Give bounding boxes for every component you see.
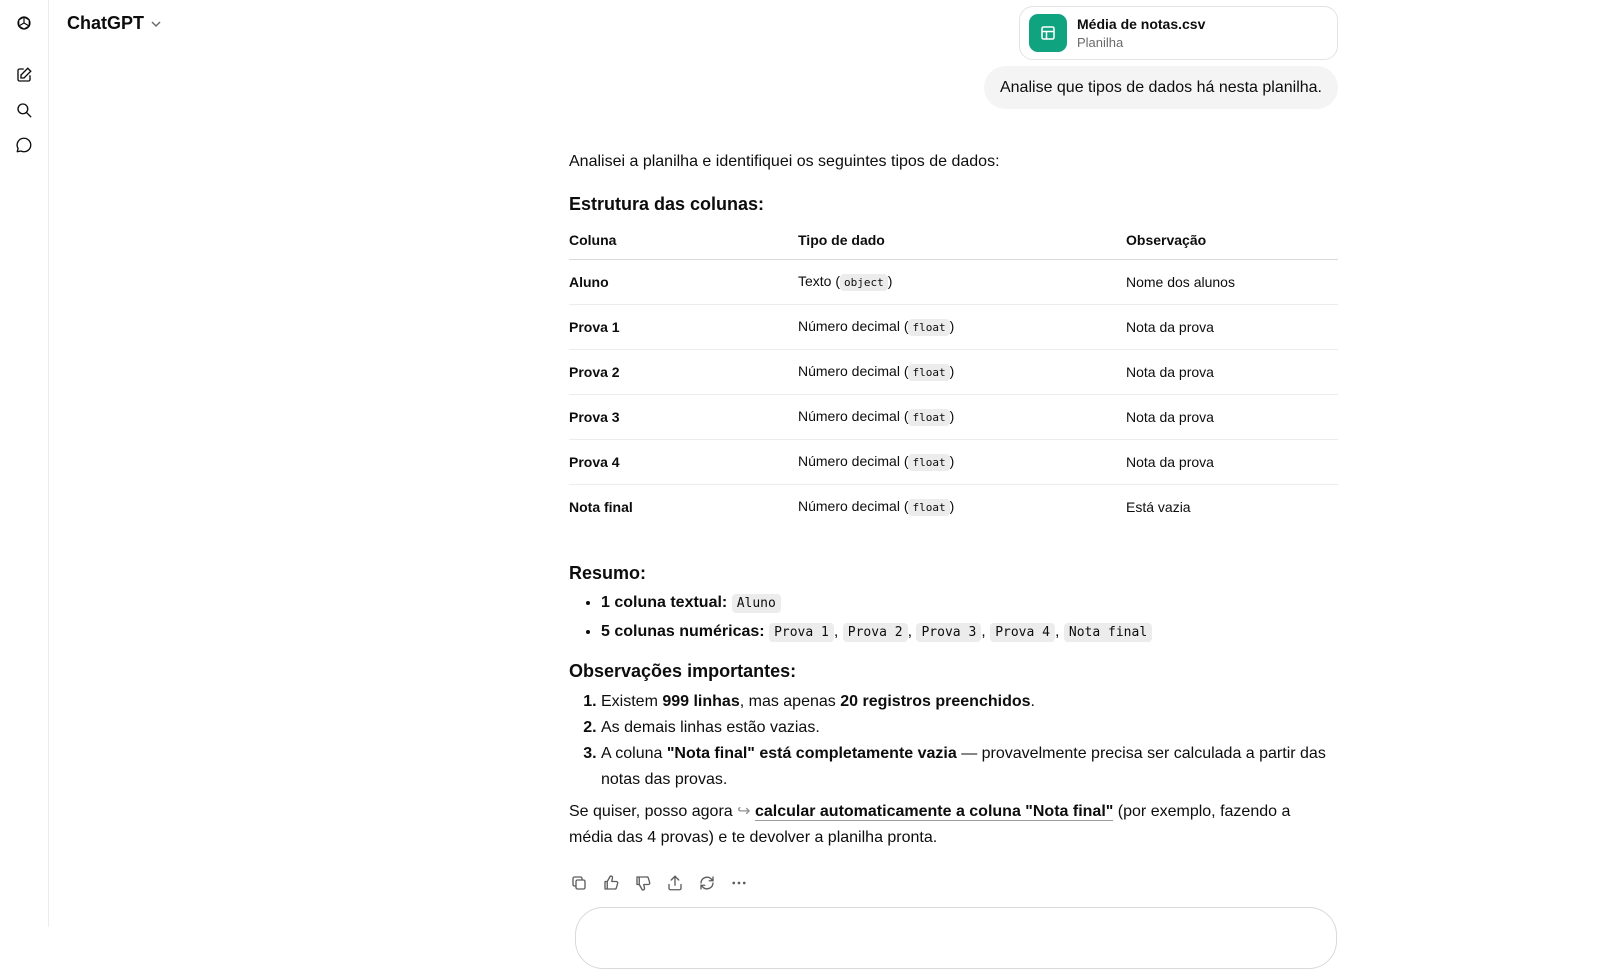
- type-text: Número decimal (: [798, 498, 909, 514]
- notes-list: [569, 689, 1338, 793]
- list-item: [601, 620, 1338, 645]
- type-cell: [798, 485, 1126, 530]
- inline-code: Prova 1: [769, 623, 834, 642]
- attachment-type: Planilha: [1077, 35, 1124, 50]
- list-separator: ,: [833, 623, 839, 640]
- table-header: Tipo de dado: [798, 228, 1126, 260]
- note-emphasis: 20 registros preenchidos: [840, 693, 1031, 710]
- share-icon[interactable]: [665, 873, 685, 893]
- type-text: Número decimal (: [798, 318, 909, 334]
- summary-heading: Resumo:: [569, 563, 647, 583]
- chevron-down-icon: [150, 18, 162, 30]
- type-text: ): [949, 408, 955, 424]
- table-header-row: [569, 228, 1338, 260]
- type-text: ): [949, 363, 955, 379]
- edit-icon[interactable]: [10, 61, 38, 89]
- note-text: — provavelmente precisa ser calculada a partir das notas das provas.: [601, 745, 1326, 788]
- column-name: Nota final: [569, 499, 633, 515]
- data-types-table: [569, 228, 1338, 529]
- type-text: ): [949, 498, 955, 514]
- reply-arrow-icon: ↪: [737, 803, 751, 820]
- inline-code: Prova 4: [990, 623, 1055, 642]
- type-text: ): [949, 453, 955, 469]
- column-name: Prova 3: [569, 395, 798, 440]
- column-name: Prova 1: [569, 305, 798, 350]
- note-cell: Nota da prova: [1126, 305, 1338, 350]
- type-text: ): [949, 318, 955, 334]
- thumbs-up-icon[interactable]: [601, 873, 621, 893]
- closing-text: (por exemplo, fazendo a média das 4 provas) e te devolver a planilha pronta.: [569, 803, 1291, 846]
- table-header: Observação: [1126, 228, 1338, 260]
- type-code: float: [908, 319, 949, 336]
- column-name: Aluno: [569, 260, 798, 305]
- column-name: Prova 2: [569, 350, 798, 395]
- column-name: Prova 4: [569, 440, 798, 485]
- structure-heading: Estrutura das colunas:: [569, 194, 765, 214]
- type-text: ): [887, 273, 893, 289]
- list-separator: ,: [981, 623, 986, 640]
- response-intro: Analisei a planilha e identifiquei os seguintes tipos de dados:: [569, 153, 1000, 170]
- more-icon[interactable]: [729, 873, 749, 893]
- type-cell: [798, 260, 1126, 305]
- type-text: Número decimal (: [798, 408, 909, 424]
- note-text: , mas apenas: [739, 693, 841, 710]
- type-code: float: [908, 499, 949, 516]
- sidebar: [0, 0, 49, 927]
- attachment-filename: Média de notas.csv: [1077, 16, 1206, 32]
- list-item: 2. As demais linhas estão vazias.: [601, 715, 1338, 741]
- note-cell: Nota da prova: [1126, 440, 1338, 485]
- regenerate-icon[interactable]: [697, 873, 717, 893]
- type-text: Texto (: [798, 273, 841, 289]
- search-icon[interactable]: [10, 96, 38, 124]
- file-attachment[interactable]: [1019, 6, 1338, 60]
- table-row: [569, 350, 1338, 395]
- type-code: object: [840, 274, 888, 291]
- summary-label: 1 coluna textual:: [601, 594, 728, 611]
- inline-code: Nota final: [1064, 623, 1152, 642]
- note-text: Existem: [601, 693, 663, 710]
- note-cell: Nota da prova: [1126, 395, 1338, 440]
- table-header: Coluna: [569, 228, 798, 260]
- note-text: .: [1030, 693, 1035, 710]
- inline-code: Prova 3: [916, 623, 981, 642]
- inline-code: Prova 2: [843, 623, 908, 642]
- summary-list: [569, 591, 1338, 645]
- list-item: [601, 591, 1338, 616]
- notes-heading: Observações importantes:: [569, 661, 797, 681]
- type-cell: [798, 305, 1126, 350]
- model-switcher[interactable]: [67, 13, 162, 34]
- note-emphasis: 999 linhas: [662, 693, 740, 710]
- type-text: Número decimal (: [798, 363, 909, 379]
- type-code: float: [908, 454, 949, 471]
- user-message: Analise que tipos de dados há nesta planilha.: [984, 66, 1338, 109]
- message-actions: [569, 873, 749, 893]
- summary-label: 5 colunas numéricas:: [601, 623, 765, 640]
- copy-icon[interactable]: [569, 873, 589, 893]
- table-row: [569, 440, 1338, 485]
- list-item: [601, 741, 1338, 793]
- type-cell: [798, 440, 1126, 485]
- note-text: A coluna: [601, 745, 667, 762]
- note-emphasis: "Nota final" está completamente vazia: [666, 745, 957, 762]
- spreadsheet-icon: [1029, 14, 1067, 52]
- closing-paragraph: [569, 799, 1338, 851]
- table-row: [569, 260, 1338, 305]
- chat-bubble-icon[interactable]: [10, 131, 38, 159]
- note-cell: Nota da prova: [1126, 350, 1338, 395]
- list-separator: ,: [1054, 623, 1060, 640]
- list-item: [601, 689, 1338, 715]
- message-composer[interactable]: [575, 907, 1337, 969]
- type-cell: [798, 350, 1126, 395]
- table-row: [569, 395, 1338, 440]
- table-row: [569, 305, 1338, 350]
- type-text: Número decimal (: [798, 453, 909, 469]
- suggestion-link[interactable]: calcular automaticamente a coluna "Nota final": [754, 803, 1114, 820]
- type-cell: [798, 395, 1126, 440]
- note-cell: Nome dos alunos: [1126, 260, 1338, 305]
- assistant-response: [569, 150, 1338, 851]
- thumbs-down-icon[interactable]: [633, 873, 653, 893]
- app-title: ChatGPT: [67, 13, 145, 33]
- type-code: float: [908, 409, 949, 426]
- openai-logo-icon[interactable]: [10, 9, 38, 37]
- inline-code: Aluno: [732, 594, 781, 613]
- list-separator: ,: [907, 623, 913, 640]
- closing-text: Se quiser, posso agora: [569, 803, 738, 820]
- note-cell: Está vazia: [1126, 499, 1191, 515]
- type-code: float: [908, 364, 949, 381]
- table-row: [569, 485, 1338, 530]
